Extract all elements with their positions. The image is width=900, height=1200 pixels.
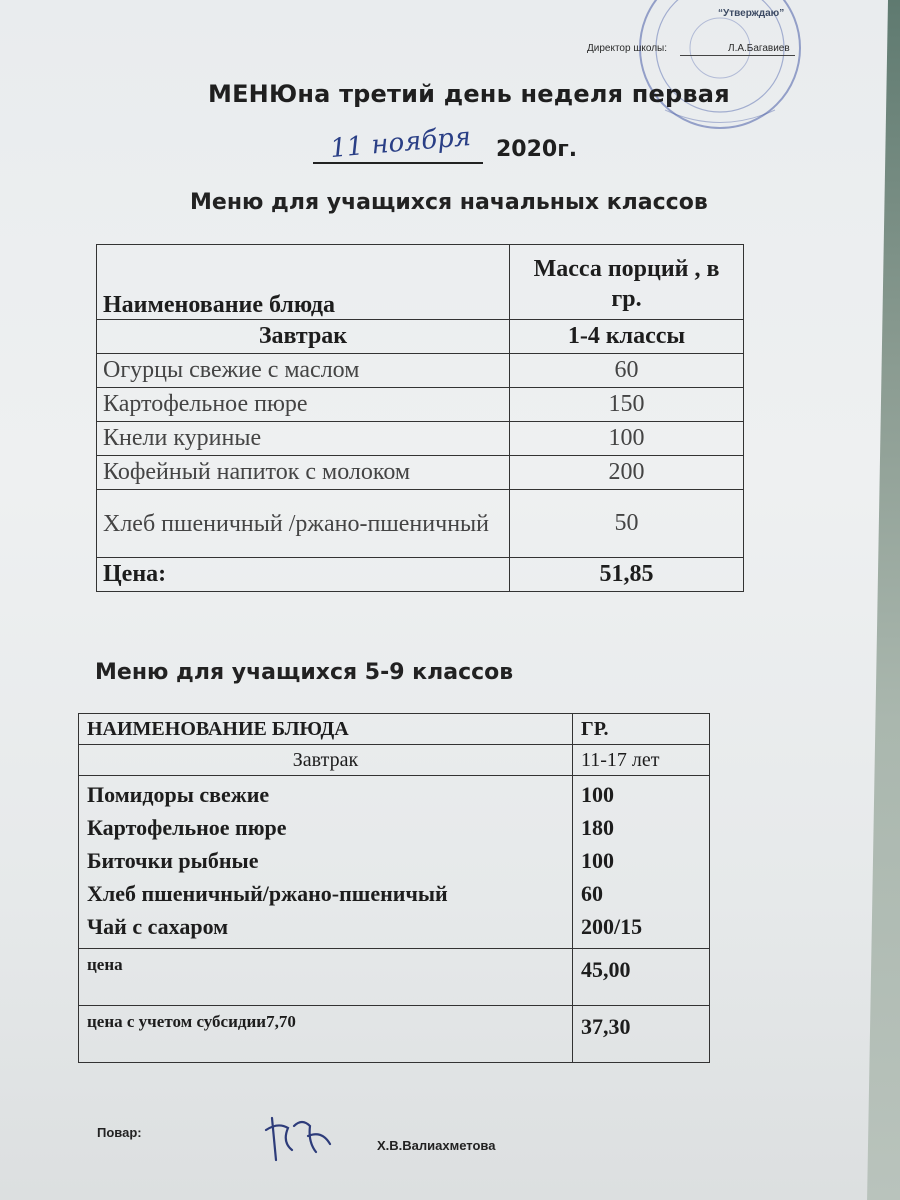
school-stamp xyxy=(625,0,815,135)
director-label: Директор школы: xyxy=(587,43,667,54)
date-underline xyxy=(313,162,483,164)
column-header-dish: НАИМЕНОВАНИЕ БЛЮДА xyxy=(79,714,573,745)
dish-mass: 200 xyxy=(510,456,744,490)
subsidy-price-label: цена с учетом субсидии7,70 xyxy=(79,1006,573,1063)
table-row xyxy=(97,354,744,388)
dish-grams: 60 xyxy=(581,881,603,906)
subsidy-price-row xyxy=(79,1006,710,1063)
dish-grams-cell xyxy=(573,776,710,949)
column-header-dish: Наименование блюда xyxy=(97,245,510,320)
dish-name: Чай с сахаром xyxy=(87,914,229,939)
meal-label: Завтрак xyxy=(79,745,573,776)
table-row xyxy=(97,388,744,422)
dish-grams: 100 xyxy=(581,848,614,873)
price-row xyxy=(79,949,710,1006)
dish-name: Огурцы свежие с маслом xyxy=(97,354,510,388)
dish-mass: 50 xyxy=(510,490,744,558)
dish-name: Хлеб пшеничный/ржано-пшеничый xyxy=(87,881,448,906)
table-header-row xyxy=(97,245,744,320)
price-label: цена xyxy=(79,949,573,1006)
table-row xyxy=(97,490,744,558)
middle-menu-heading: Меню для учащихся 5-9 классов xyxy=(95,660,514,685)
date-year: 2020г. xyxy=(496,137,578,162)
dish-name: Кофейный напиток с молоком xyxy=(97,456,510,490)
handwritten-date: 11 ноября xyxy=(328,121,473,165)
dish-mass: 60 xyxy=(509,354,743,388)
items-block xyxy=(79,776,710,949)
table-row xyxy=(97,422,744,456)
primary-menu-table xyxy=(96,244,744,592)
price-row xyxy=(97,558,744,592)
cook-signature xyxy=(258,1108,338,1168)
dish-mass: 100 xyxy=(510,422,744,456)
primary-menu-heading: Меню для учащихся начальных классов xyxy=(190,190,708,215)
dish-name: Хлеб пшеничный /ржано-пшеничный xyxy=(97,490,510,558)
price-value: 51,85 xyxy=(509,558,743,592)
dish-grams: 180 xyxy=(581,815,614,840)
age-label: 11-17 лет xyxy=(573,745,710,776)
column-header-mass: Масса порций , в гр. xyxy=(510,245,744,320)
dish-grams: 200/15 xyxy=(581,914,643,939)
dish-name: Биточки рыбные xyxy=(87,848,259,873)
meal-row xyxy=(97,320,744,354)
cook-label: Повар: xyxy=(97,1125,142,1140)
director-name: Л.А.Багавиев xyxy=(728,43,790,54)
subsidy-price-value: 37,30 xyxy=(573,1006,710,1063)
dish-name: Помидоры свежие xyxy=(87,782,270,807)
approve-label: “Утверждаю” xyxy=(718,8,785,19)
column-header-grams: ГР. xyxy=(573,714,710,745)
grade-label: 1-4 классы xyxy=(509,320,743,354)
cook-name: Х.В.Валиахметова xyxy=(377,1138,496,1153)
table-header-row xyxy=(79,714,710,745)
dish-name: Кнели куриные xyxy=(97,422,510,456)
dish-name: Картофельное пюре xyxy=(87,815,287,840)
meal-row xyxy=(79,745,710,776)
meal-label: Завтрак xyxy=(97,320,510,354)
page-title: МЕНЮна третий день неделя первая xyxy=(208,80,730,108)
price-label: Цена: xyxy=(97,558,510,592)
dish-grams: 100 xyxy=(581,782,614,807)
table-row xyxy=(97,456,744,490)
dish-mass: 150 xyxy=(510,388,744,422)
signature-line xyxy=(680,55,795,56)
dish-name: Картофельное пюре xyxy=(97,388,510,422)
middle-menu-table xyxy=(78,713,710,1063)
price-value: 45,00 xyxy=(573,949,710,1006)
dish-names-cell xyxy=(79,776,573,949)
